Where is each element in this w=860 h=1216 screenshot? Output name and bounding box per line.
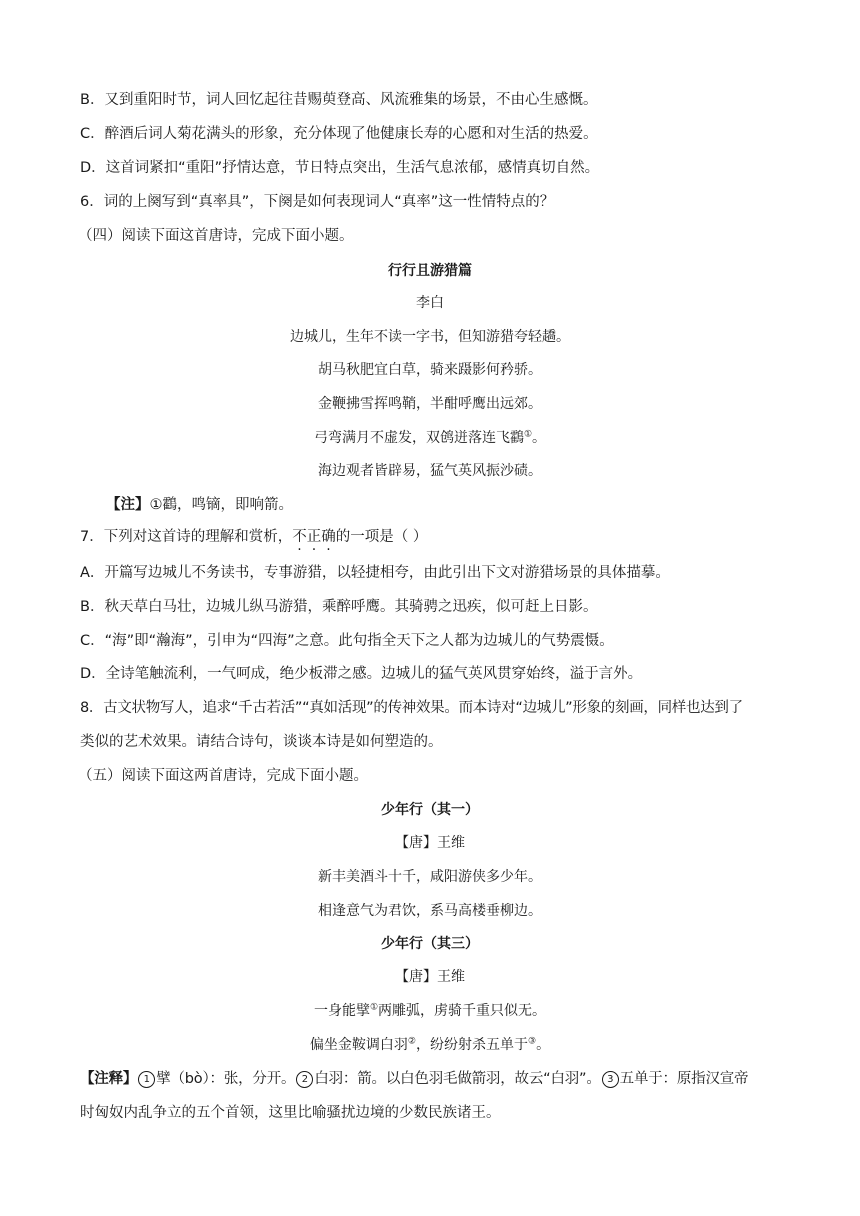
poem2-line-2 xyxy=(0,1035,860,1055)
poem-line-4 xyxy=(0,428,860,448)
poem2-title: 少年行（其三） xyxy=(381,936,479,952)
q7-option-a: A．开篇写边城儿不务读书，专事游猎，以轻捷相夸，由此引出下文对游猎场景的具体描摹。 xyxy=(80,565,670,581)
poem2-line-2-c: 。 xyxy=(536,1037,551,1053)
section-5-heading: （五）阅读下面这两首唐诗，完成下面小题。 xyxy=(78,768,368,784)
poem2-author: 【唐】王维 xyxy=(395,969,465,985)
q7-option-d: D．全诗笔触流利，一气呵成，绝少板滞之感。边城儿的猛气英风贯穿始终，溢于言外。 xyxy=(80,666,643,682)
q5-option-b: B．又到重阳时节，词人回忆起往昔赐萸登高、风流雅集的场景，不由心生感慨。 xyxy=(80,92,598,108)
q7-emph-2: 正 xyxy=(306,529,322,545)
question-6: 6．词的上阕写到“真率具”，下阕是如何表现词人“真率”这一性情特点的？ xyxy=(80,194,555,210)
poem-line-4-end: 。 xyxy=(532,430,547,446)
poem-note xyxy=(106,495,293,515)
annotation-1-text: 擘（bò）：张，分开。 xyxy=(156,1071,296,1087)
footnote-marker-2: ② xyxy=(407,1036,416,1047)
poem-title: 行行且游猎篇 xyxy=(388,263,472,279)
annotation-3-text: 五单于：原指汉宣帝 xyxy=(619,1071,749,1087)
poem1-title: 少年行（其一） xyxy=(381,802,479,818)
q5-option-c: C．醉酒后词人菊花满头的形象，充分体现了他健康长寿的心愿和对生活的热爱。 xyxy=(80,126,598,142)
poem-author: 李白 xyxy=(416,295,444,311)
footnote-marker-1: ① xyxy=(369,1002,379,1013)
poem2-line-1 xyxy=(0,1001,860,1021)
section-4-heading: （四）阅读下面这首唐诗，完成下面小题。 xyxy=(78,228,354,244)
poem-line-4-text: 弓弯满月不虚发，双鸧迸落连飞 xyxy=(313,430,510,446)
poem-line-2: 胡马秋肥宜白草，骑来蹑影何矜骄。 xyxy=(318,362,542,378)
q7-option-b: B．秋天草白马壮，边城儿纵马游猎，乘醉呼鹰。其骑骋之迅疾，似可赶上日影。 xyxy=(80,599,598,615)
q7-suffix: 的一项是（ ） xyxy=(335,529,428,545)
q5-option-d: D．这首词紧扣“重阳”抒情达意，节日特点突出，生活气息浓郁，感情真切自然。 xyxy=(80,160,600,176)
annotation-line-2: 时匈奴内乱争立的五个首领，这里比喻骚扰边境的少数民族诸王。 xyxy=(80,1105,501,1121)
footnote-marker-3: ③ xyxy=(528,1036,537,1047)
poem-line-5: 海边观者皆辟易，猛气英风振沙碛。 xyxy=(318,463,542,479)
question-7 xyxy=(80,527,790,547)
q7-prefix: 7．下列对这首诗的理解和赏析， xyxy=(80,529,293,545)
annotation-label: 【注释】 xyxy=(80,1071,138,1087)
poem-line-3: 金鞭拂雪挥鸣鞘，半酣呼鹰出远郊。 xyxy=(318,396,542,412)
note-text: ①鸖，鸣镝，即响箭。 xyxy=(149,497,293,513)
question-8-line-2: 类似的艺术效果。请结合诗句，谈谈本诗是如何塑造的。 xyxy=(80,734,443,750)
poem2-line-1-b: 两雕弧，虏骑千重只似无。 xyxy=(378,1003,547,1019)
q7-emph-3: 确 xyxy=(321,529,336,545)
annotation-2-text: 白羽：箭。以白色羽毛做箭羽，故云“白羽”。 xyxy=(314,1071,601,1087)
note-label: 【注】 xyxy=(106,497,150,513)
q7-option-c: C．“海”即“瀚海”，引申为“四海”之意。此句指全天下之人都为边城儿的气势震慑。 xyxy=(80,633,614,649)
poem1-line-2: 相逢意气为君饮，系马高楼垂柳边。 xyxy=(318,903,542,919)
annotation-number-1: 1 xyxy=(138,1071,155,1088)
footnote-marker-1: ① xyxy=(523,429,533,440)
annotation-number-2: 2 xyxy=(296,1071,313,1088)
poem2-line-2-a: 偏坐金鞍调白羽 xyxy=(309,1037,408,1053)
q7-emph-1: 不 xyxy=(292,529,307,545)
poem2-line-1-a: 一身能擘 xyxy=(313,1003,370,1019)
question-8-line-1: 8．古文状物写人，追求“千古若活”“真如活现”的传神效果。而本诗对“边城儿”形象的刻画，同样也达到了 xyxy=(80,700,743,716)
poem1-author: 【唐】王维 xyxy=(395,835,465,851)
poem-line-4-tail: 鸖 xyxy=(509,430,524,446)
annotation-line-1 xyxy=(80,1069,790,1089)
poem-line-1: 边城儿，生年不读一字书，但知游猎夸轻趫。 xyxy=(290,329,570,345)
annotation-number-3: 3 xyxy=(602,1071,619,1088)
poem1-line-1: 新丰美酒斗十千，咸阳游侠多少年。 xyxy=(318,869,542,885)
poem2-line-2-b: ，纷纷射杀五单于 xyxy=(416,1037,528,1053)
